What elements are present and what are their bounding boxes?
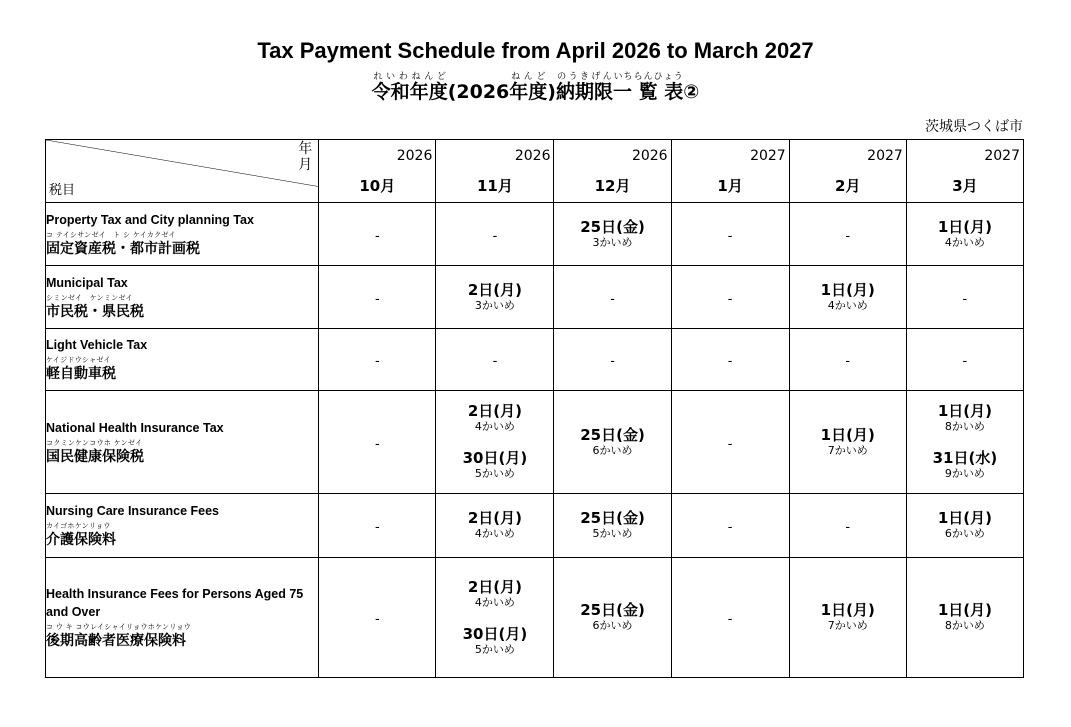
column-year: 2027 xyxy=(750,148,786,164)
no-payment-dash: - xyxy=(845,354,851,369)
due-date-cell xyxy=(319,558,436,678)
column-month: 3月 xyxy=(952,177,978,195)
due-date-cell xyxy=(906,558,1023,678)
installment-number: 7かいめ xyxy=(827,443,868,457)
installment-number: 5かいめ xyxy=(592,527,633,540)
no-payment-dash: - xyxy=(374,520,380,535)
column-month: 1月 xyxy=(717,177,743,195)
no-payment-dash: - xyxy=(727,520,733,535)
tax-name-en: Nursing Care Insurance Fees xyxy=(46,504,219,518)
due-date-cell xyxy=(319,494,436,558)
tax-name-kana: コ ウ キ コウレイシャイリョウホケンリョウ xyxy=(46,623,192,631)
no-payment-dash: - xyxy=(374,612,380,627)
no-payment-dash: - xyxy=(492,354,498,369)
due-date-cell xyxy=(789,266,906,329)
no-payment-dash: - xyxy=(492,228,498,244)
tax-name-cell xyxy=(46,266,319,329)
column-month: 10月 xyxy=(359,177,396,195)
due-date-cell xyxy=(789,329,906,391)
column-year: 2026 xyxy=(631,148,668,164)
due-date: 2日(月) xyxy=(467,280,522,299)
tax-row xyxy=(46,329,1024,391)
due-date-cell xyxy=(554,266,671,329)
due-date: 25日(金) xyxy=(580,509,645,527)
tax-name-cell xyxy=(46,203,319,266)
due-date: 1日(月) xyxy=(937,402,992,420)
installment-number: 9かいめ xyxy=(944,467,985,480)
title-era: 令和れいわ xyxy=(371,72,410,103)
due-date: 1日(月) xyxy=(820,601,875,619)
installment-number: 4かいめ xyxy=(474,527,515,540)
due-date-cell xyxy=(436,391,554,494)
due-date-cell xyxy=(554,558,671,678)
tax-name-cell xyxy=(46,391,319,494)
column-year: 2027 xyxy=(867,148,903,164)
due-date-cell xyxy=(319,203,436,266)
due-date-cell xyxy=(789,203,906,266)
due-date-cell xyxy=(906,266,1023,329)
due-date-cell xyxy=(906,329,1023,391)
spacer xyxy=(436,610,553,626)
no-payment-dash: - xyxy=(727,436,733,452)
tax-name-jp: 国民健康保険税 xyxy=(46,448,144,465)
no-payment-dash: - xyxy=(374,228,380,244)
due-date-cell xyxy=(671,558,789,678)
tax-row xyxy=(46,266,1024,329)
tax-name-en: Health Insurance Fees for Persons Aged 75 and Over xyxy=(46,587,304,619)
installment-number: 5かいめ xyxy=(474,467,515,480)
due-date: 2日(月) xyxy=(467,402,522,420)
no-payment-dash: - xyxy=(374,291,380,307)
due-date-cell xyxy=(319,391,436,494)
page-title: Tax Payment Schedule from April 2026 to March 2027 xyxy=(257,38,814,63)
month-header xyxy=(319,140,436,203)
due-date-cell xyxy=(554,391,671,494)
tax-name-jp: 市民税・県民税 xyxy=(46,303,144,320)
due-date: 25日(金) xyxy=(580,217,645,236)
due-date-cell xyxy=(554,494,671,558)
due-date-cell xyxy=(671,494,789,558)
tax-name-cell xyxy=(46,558,319,678)
due-date-cell xyxy=(436,203,554,266)
tax-name-cell xyxy=(46,329,319,391)
no-payment-dash: - xyxy=(727,354,733,369)
installment-number: 4かいめ xyxy=(827,298,868,312)
tax-name-cell xyxy=(46,494,319,558)
column-month: 2月 xyxy=(835,177,861,195)
due-date-cell xyxy=(319,266,436,329)
column-year: 2027 xyxy=(984,148,1020,164)
diagonal-line xyxy=(46,140,318,202)
spacer xyxy=(907,434,1023,450)
header-row xyxy=(46,140,1024,203)
installment-number: 4かいめ xyxy=(474,595,515,609)
tax-row xyxy=(46,391,1024,494)
due-date: 2日(月) xyxy=(467,577,522,596)
due-date-cell xyxy=(789,558,906,678)
due-date-cell xyxy=(789,391,906,494)
spacer xyxy=(436,434,553,450)
due-date: 25日(金) xyxy=(580,601,645,619)
due-date-cell xyxy=(671,329,789,391)
due-date-cell xyxy=(436,266,554,329)
due-date-cell xyxy=(906,203,1023,266)
tax-name-kana: ケイジドウシャゼイ xyxy=(46,356,111,364)
installment-number: 8かいめ xyxy=(944,420,985,433)
tax-row xyxy=(46,494,1024,558)
tax-row xyxy=(46,558,1024,678)
due-date: 1日(月) xyxy=(937,217,992,236)
month-header xyxy=(789,140,906,203)
no-payment-dash: - xyxy=(374,436,380,452)
installment-number: 4かいめ xyxy=(944,235,985,249)
tax-name-jp: 軽自動車税 xyxy=(46,366,116,382)
due-date-cell xyxy=(906,391,1023,494)
no-payment-dash: - xyxy=(962,354,968,369)
title-nendo: 年度ねんど xyxy=(409,72,448,103)
column-month: 11月 xyxy=(476,177,513,195)
due-date-cell xyxy=(554,203,671,266)
tax-name-en: Property Tax and City planning Tax xyxy=(46,212,254,227)
title-ichiran: 一 覧 表いちらんひょう xyxy=(613,72,684,103)
city-name: 茨城県つくば市 xyxy=(925,119,1023,135)
no-payment-dash: - xyxy=(727,228,733,244)
due-date: 1日(月) xyxy=(937,601,992,619)
tax-name-en: Municipal Tax xyxy=(46,275,128,290)
installment-number: 3かいめ xyxy=(592,235,633,249)
no-payment-dash: - xyxy=(374,354,380,369)
tax-name-kana: コクミンケンコウホ ケンゼイ xyxy=(46,438,143,447)
schedule-table xyxy=(45,139,1024,678)
no-payment-dash: - xyxy=(610,291,615,307)
installment-number: 4かいめ xyxy=(474,420,515,433)
due-date: 1日(月) xyxy=(820,425,875,444)
no-payment-dash: - xyxy=(610,354,615,369)
japanese-title: 令和れいわ年度ねんど(2026年度ねんど)納期限のうきげん一 覧 表いちらんひょう② xyxy=(371,72,700,103)
tax-name-jp: 固定資産税・都市計画税 xyxy=(46,240,200,257)
installment-number: 3かいめ xyxy=(474,298,515,312)
due-date-cell xyxy=(554,329,671,391)
no-payment-dash: - xyxy=(845,520,851,535)
tax-name-jp: 後期高齢者医療保険料 xyxy=(46,633,186,649)
due-date: 2日(月) xyxy=(467,509,522,527)
installment-number: 8かいめ xyxy=(944,619,985,632)
installment-number: 5かいめ xyxy=(474,642,515,656)
due-date: 31日(水) xyxy=(932,449,998,467)
year-month-label: 年 月 xyxy=(298,141,313,173)
column-year: 2026 xyxy=(514,148,551,164)
due-date-cell xyxy=(671,391,789,494)
no-payment-dash: - xyxy=(845,228,851,244)
due-date: 25日(金) xyxy=(580,425,645,444)
tax-name-jp: 介護保険料 xyxy=(46,532,116,548)
tax-name-en: National Health Insurance Tax xyxy=(46,420,224,435)
due-date-cell xyxy=(436,558,554,678)
installment-number: 7かいめ xyxy=(827,619,868,632)
due-date-cell xyxy=(789,494,906,558)
column-month: 12月 xyxy=(594,177,631,195)
due-date-cell xyxy=(906,494,1023,558)
month-header xyxy=(906,140,1023,203)
title-nendo-2: 年度ねんど xyxy=(509,72,548,103)
title-noki: 納期限のうきげん xyxy=(555,72,613,103)
due-date: 30日(月) xyxy=(462,624,528,643)
corner-header xyxy=(46,140,319,203)
tax-name-kana: カイゴホケンリョウ xyxy=(46,522,111,530)
month-header xyxy=(671,140,789,203)
due-date-cell xyxy=(319,329,436,391)
installment-number: 6かいめ xyxy=(592,443,633,457)
due-date-cell xyxy=(436,494,554,558)
no-payment-dash: - xyxy=(727,612,733,627)
month-header xyxy=(554,140,671,203)
tax-name-kana: コ テイシサンゼイ ト シ ケイカクゼイ xyxy=(46,230,176,239)
tax-row xyxy=(46,203,1024,266)
tax-item-label: 税目 xyxy=(49,183,76,198)
tax-name-kana: シミンゼイ ケンミンゼイ xyxy=(46,293,133,302)
due-date: 1日(月) xyxy=(820,280,875,299)
due-date-cell xyxy=(671,203,789,266)
installment-number: 6かいめ xyxy=(592,619,633,632)
no-payment-dash: - xyxy=(727,291,733,307)
column-year: 2026 xyxy=(396,148,433,164)
due-date-cell xyxy=(671,266,789,329)
month-header xyxy=(436,140,554,203)
no-payment-dash: - xyxy=(962,291,968,307)
due-date: 1日(月) xyxy=(937,509,992,527)
due-date: 30日(月) xyxy=(462,449,528,467)
due-date-cell xyxy=(436,329,554,391)
tax-name-en: Light Vehicle Tax xyxy=(46,338,148,352)
installment-number: 6かいめ xyxy=(944,527,985,540)
